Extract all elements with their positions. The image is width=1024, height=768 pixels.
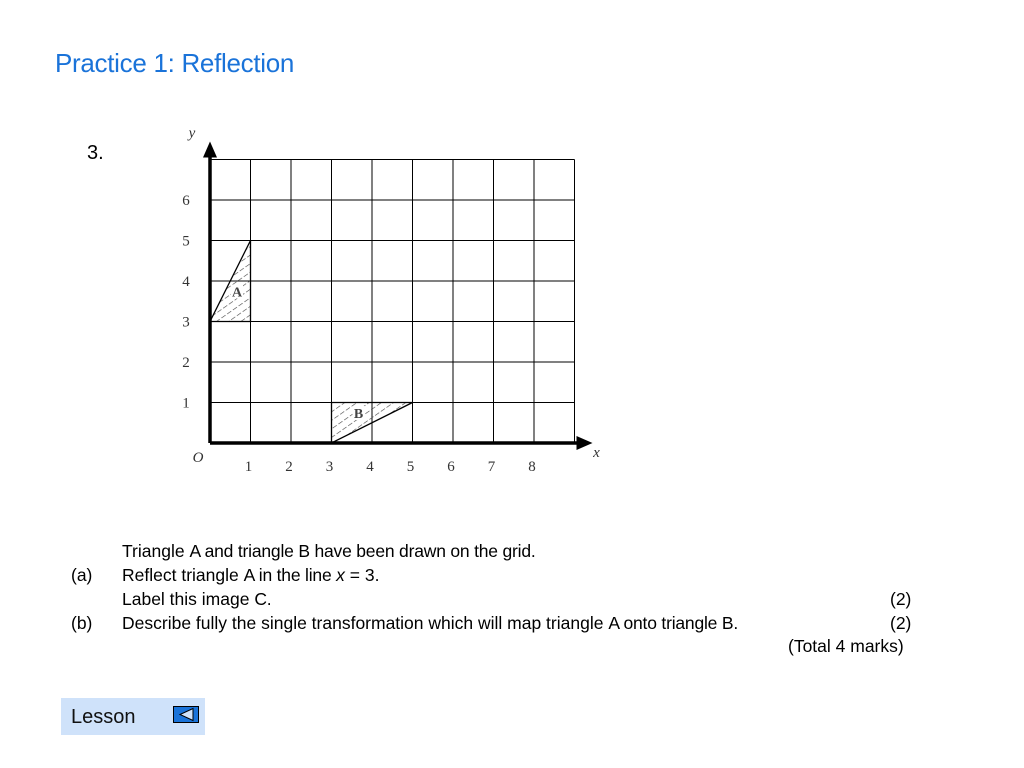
x-tick-label: 2 xyxy=(285,459,293,475)
x-tick-label: 4 xyxy=(366,459,374,475)
question-intro xyxy=(122,541,536,562)
y-tick-label: 4 xyxy=(182,274,190,290)
x-axis-arrow-icon xyxy=(577,436,593,450)
part-a-line2 xyxy=(122,589,271,610)
part-b-plain: Describe fully the single transformation which will map triangle xyxy=(122,613,609,633)
back-arrow-icon[interactable] xyxy=(173,706,199,723)
x-tick-label: 1 xyxy=(244,459,253,475)
part-a-label: (a) xyxy=(71,565,93,585)
part-a-plain: Reflect triangle xyxy=(122,565,244,585)
x-tick-label: 3 xyxy=(325,459,334,475)
x-tick-label: 8 xyxy=(528,459,536,475)
intro-text: Triangle xyxy=(122,541,190,561)
part-a-end: = 3. xyxy=(344,565,380,585)
part-a-marks: (2) xyxy=(890,589,912,609)
part-a-variable: x xyxy=(336,565,345,585)
part-b-label: (b) xyxy=(71,613,93,633)
y-tick-label: 2 xyxy=(182,355,190,371)
y-tick-label: 1 xyxy=(182,395,190,412)
page-title: Practice 1: Reflection xyxy=(55,48,295,78)
part-b-text xyxy=(122,613,738,634)
y-tick-label: 6 xyxy=(182,193,190,209)
total-marks: (Total 4 marks) xyxy=(788,636,904,656)
y-tick-label: 5 xyxy=(182,233,190,250)
part-a-line2-emphasis: C. xyxy=(254,589,272,609)
x-axis-label: x xyxy=(593,445,600,461)
y-axis-label: y xyxy=(188,125,196,142)
part-a-text xyxy=(122,565,379,586)
part-b-marks: (2) xyxy=(890,613,912,633)
lesson-label: Lesson xyxy=(71,706,136,728)
part-a-line2-plain: Label this image xyxy=(122,589,255,609)
part-b-emphasis: A onto triangle B. xyxy=(608,613,739,633)
x-tick-label: 7 xyxy=(487,459,496,475)
x-tick-label: 6 xyxy=(447,459,455,475)
intro-emphasis: A and triangle B have been drawn on the grid. xyxy=(189,541,536,561)
y-axis-arrow-icon xyxy=(203,142,217,158)
coordinate-grid xyxy=(170,125,600,480)
part-a-emphasis: A in the line xyxy=(243,565,337,585)
lesson-button[interactable] xyxy=(61,698,205,735)
y-tick-label: 3 xyxy=(182,314,190,331)
x-tick-label: 5 xyxy=(406,459,415,475)
origin-label: O xyxy=(192,450,204,466)
triangle-b-label: B xyxy=(353,407,364,422)
triangle-a-label: A xyxy=(231,285,243,301)
question-number: 3. xyxy=(87,142,104,164)
